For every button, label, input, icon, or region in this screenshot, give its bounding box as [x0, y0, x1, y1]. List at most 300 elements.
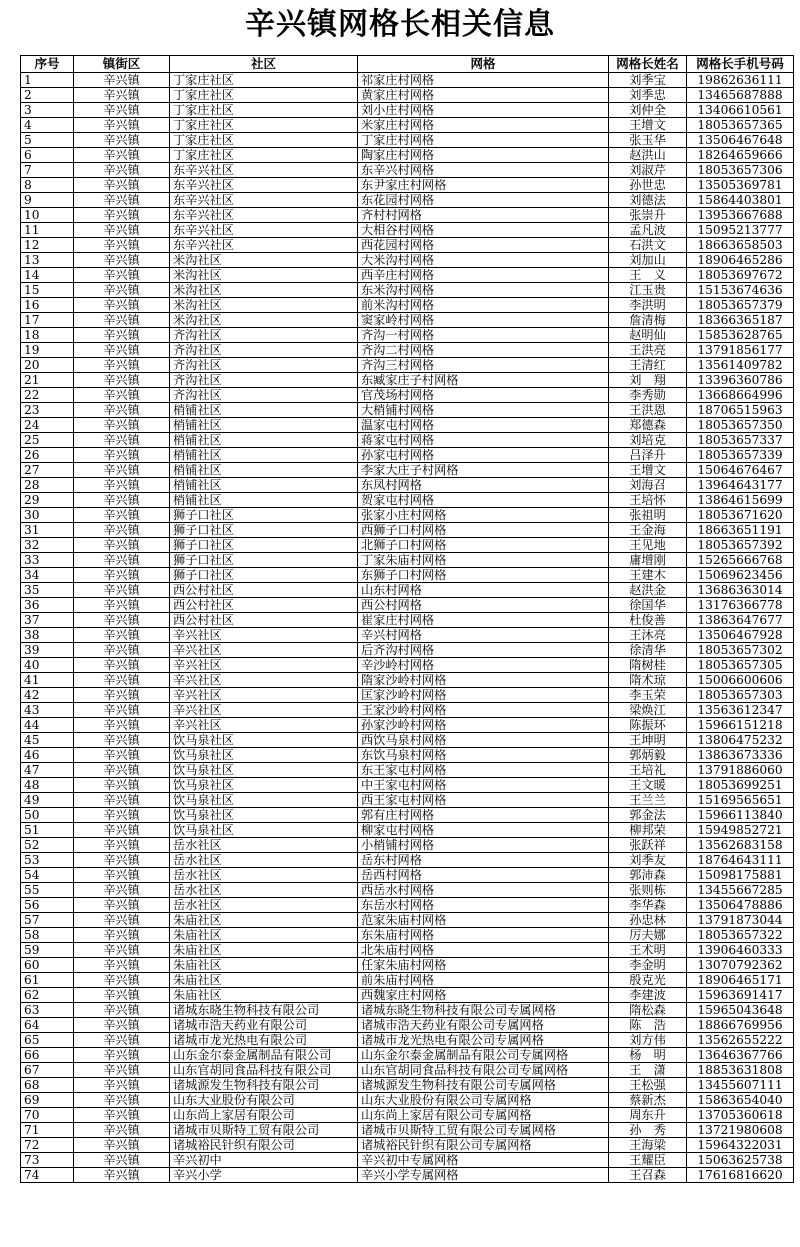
cell-town: 辛兴镇	[74, 628, 170, 643]
cell-index: 62	[21, 988, 74, 1003]
cell-community: 东辛兴社区	[170, 178, 358, 193]
cell-town: 辛兴镇	[74, 658, 170, 673]
cell-town: 辛兴镇	[74, 718, 170, 733]
cell-grid: 孙家屯村网格	[358, 448, 609, 463]
cell-index: 23	[21, 403, 74, 418]
cell-leader-name: 王洪亮	[609, 343, 687, 358]
cell-index: 17	[21, 313, 74, 328]
table-row	[21, 388, 794, 403]
cell-phone: 13705360618	[687, 1108, 794, 1123]
column-header-community: 社区	[170, 56, 358, 73]
cell-index: 4	[21, 118, 74, 133]
cell-index: 22	[21, 388, 74, 403]
cell-grid: 官茂场村网格	[358, 388, 609, 403]
column-header-phone: 网格长手机号码	[687, 56, 794, 73]
cell-phone: 13646367766	[687, 1048, 794, 1063]
cell-town: 辛兴镇	[74, 88, 170, 103]
table-row	[21, 763, 794, 778]
cell-community: 狮子口社区	[170, 553, 358, 568]
cell-town: 辛兴镇	[74, 538, 170, 553]
cell-index: 56	[21, 898, 74, 913]
cell-leader-name: 殷克光	[609, 973, 687, 988]
cell-town: 辛兴镇	[74, 703, 170, 718]
cell-grid: 任家朱庙村网格	[358, 958, 609, 973]
cell-leader-name: 王培怀	[609, 493, 687, 508]
cell-grid: 岳东村网格	[358, 853, 609, 868]
cell-leader-name: 王 义	[609, 268, 687, 283]
cell-phone: 15949852721	[687, 823, 794, 838]
cell-town: 辛兴镇	[74, 838, 170, 853]
cell-leader-name: 隋树桂	[609, 658, 687, 673]
cell-community: 辛兴社区	[170, 688, 358, 703]
cell-leader-name: 赵明仙	[609, 328, 687, 343]
cell-community: 狮子口社区	[170, 508, 358, 523]
cell-index: 47	[21, 763, 74, 778]
cell-leader-name: 孙忠林	[609, 913, 687, 928]
cell-phone: 13791873044	[687, 913, 794, 928]
cell-index: 65	[21, 1033, 74, 1048]
cell-index: 63	[21, 1003, 74, 1018]
cell-community: 梢铺社区	[170, 403, 358, 418]
cell-leader-name: 王术明	[609, 943, 687, 958]
cell-town: 辛兴镇	[74, 793, 170, 808]
cell-leader-name: 郑德森	[609, 418, 687, 433]
table-row	[21, 613, 794, 628]
cell-town: 辛兴镇	[74, 283, 170, 298]
cell-leader-name: 徐清华	[609, 643, 687, 658]
cell-index: 52	[21, 838, 74, 853]
cell-grid: 西饮马泉村网格	[358, 733, 609, 748]
cell-phone: 18053657306	[687, 163, 794, 178]
cell-index: 70	[21, 1108, 74, 1123]
cell-community: 东辛兴社区	[170, 163, 358, 178]
cell-town: 辛兴镇	[74, 1093, 170, 1108]
table-row	[21, 1168, 794, 1183]
table-row	[21, 493, 794, 508]
table-row	[21, 958, 794, 973]
cell-index: 49	[21, 793, 74, 808]
table-row	[21, 178, 794, 193]
cell-phone: 18264659666	[687, 148, 794, 163]
table-row	[21, 853, 794, 868]
cell-leader-name: 王文暖	[609, 778, 687, 793]
cell-index: 42	[21, 688, 74, 703]
cell-community: 狮子口社区	[170, 523, 358, 538]
cell-index: 25	[21, 433, 74, 448]
cell-index: 69	[21, 1093, 74, 1108]
table-row	[21, 448, 794, 463]
cell-grid: 温家屯村网格	[358, 418, 609, 433]
cell-town: 辛兴镇	[74, 1078, 170, 1093]
table-row	[21, 583, 794, 598]
table-row	[21, 628, 794, 643]
table-row	[21, 373, 794, 388]
cell-grid: 东饮马泉村网格	[358, 748, 609, 763]
cell-index: 67	[21, 1063, 74, 1078]
cell-phone: 15864403801	[687, 193, 794, 208]
table-row	[21, 328, 794, 343]
cell-community: 朱庙社区	[170, 913, 358, 928]
cell-grid: 北狮子口村网格	[358, 538, 609, 553]
cell-community: 辛兴社区	[170, 643, 358, 658]
column-header-town: 镇街区	[74, 56, 170, 73]
cell-town: 辛兴镇	[74, 1168, 170, 1183]
cell-community: 东辛兴社区	[170, 193, 358, 208]
cell-phone: 15006600606	[687, 673, 794, 688]
cell-grid: 北朱庙村网格	[358, 943, 609, 958]
table-row	[21, 658, 794, 673]
cell-leader-name: 刘方伟	[609, 1033, 687, 1048]
cell-community: 辛兴社区	[170, 673, 358, 688]
cell-community: 辛兴初中	[170, 1153, 358, 1168]
cell-phone: 13561409782	[687, 358, 794, 373]
cell-phone: 13964643177	[687, 478, 794, 493]
cell-town: 辛兴镇	[74, 958, 170, 973]
cell-index: 64	[21, 1018, 74, 1033]
cell-grid: 东朱庙村网格	[358, 928, 609, 943]
cell-leader-name: 刘季宝	[609, 73, 687, 88]
cell-index: 60	[21, 958, 74, 973]
table-row	[21, 193, 794, 208]
cell-grid: 诸城源发生物科技有限公司专属网格	[358, 1078, 609, 1093]
cell-phone: 13562683158	[687, 838, 794, 853]
table-row	[21, 568, 794, 583]
cell-leader-name: 周东升	[609, 1108, 687, 1123]
cell-town: 辛兴镇	[74, 943, 170, 958]
cell-town: 辛兴镇	[74, 433, 170, 448]
cell-index: 33	[21, 553, 74, 568]
cell-grid: 西公村网格	[358, 598, 609, 613]
cell-town: 辛兴镇	[74, 808, 170, 823]
cell-town: 辛兴镇	[74, 913, 170, 928]
cell-index: 37	[21, 613, 74, 628]
cell-community: 丁家庄社区	[170, 103, 358, 118]
cell-town: 辛兴镇	[74, 493, 170, 508]
cell-grid: 范家朱庙村网格	[358, 913, 609, 928]
cell-grid: 诸城东晓生物科技有限公司专属网格	[358, 1003, 609, 1018]
cell-grid: 王家沙岭村网格	[358, 703, 609, 718]
cell-phone: 15964322031	[687, 1138, 794, 1153]
cell-phone: 15863654040	[687, 1093, 794, 1108]
cell-town: 辛兴镇	[74, 868, 170, 883]
cell-town: 辛兴镇	[74, 613, 170, 628]
cell-index: 7	[21, 163, 74, 178]
cell-community: 梢铺社区	[170, 418, 358, 433]
cell-phone: 18053657305	[687, 658, 794, 673]
cell-index: 57	[21, 913, 74, 928]
cell-grid: 孙家沙岭村网格	[358, 718, 609, 733]
cell-phone: 18663651191	[687, 523, 794, 538]
cell-index: 68	[21, 1078, 74, 1093]
cell-leader-name: 王 潇	[609, 1063, 687, 1078]
cell-phone: 13863647677	[687, 613, 794, 628]
table-row	[21, 133, 794, 148]
cell-town: 辛兴镇	[74, 103, 170, 118]
cell-index: 14	[21, 268, 74, 283]
cell-phone: 18906465286	[687, 253, 794, 268]
table-row	[21, 223, 794, 238]
cell-index: 16	[21, 298, 74, 313]
cell-leader-name: 李洪明	[609, 298, 687, 313]
cell-index: 31	[21, 523, 74, 538]
cell-community: 辛兴社区	[170, 703, 358, 718]
table-row	[21, 208, 794, 223]
cell-phone: 18764643111	[687, 853, 794, 868]
cell-town: 辛兴镇	[74, 373, 170, 388]
cell-phone: 13176366778	[687, 598, 794, 613]
cell-community: 饮马泉社区	[170, 808, 358, 823]
table-row	[21, 238, 794, 253]
cell-grid: 齐沟二村网格	[358, 343, 609, 358]
cell-phone: 13455667285	[687, 883, 794, 898]
cell-town: 辛兴镇	[74, 733, 170, 748]
cell-index: 19	[21, 343, 74, 358]
cell-phone: 18053657322	[687, 928, 794, 943]
cell-index: 48	[21, 778, 74, 793]
cell-community: 西公村社区	[170, 598, 358, 613]
cell-index: 8	[21, 178, 74, 193]
cell-leader-name: 王松强	[609, 1078, 687, 1093]
cell-grid: 黄家庄村网格	[358, 88, 609, 103]
cell-phone: 18053657392	[687, 538, 794, 553]
cell-leader-name: 柳邦荣	[609, 823, 687, 838]
cell-town: 辛兴镇	[74, 118, 170, 133]
cell-phone: 13791886060	[687, 763, 794, 778]
cell-leader-name: 石洪文	[609, 238, 687, 253]
cell-grid: 西辛庄村网格	[358, 268, 609, 283]
cell-index: 36	[21, 598, 74, 613]
cell-leader-name: 李建波	[609, 988, 687, 1003]
grid-leader-table	[20, 55, 794, 1183]
cell-leader-name: 孙世忠	[609, 178, 687, 193]
cell-grid: 东臧家庄子村网格	[358, 373, 609, 388]
cell-grid: 蒋家屯村网格	[358, 433, 609, 448]
table-row	[21, 943, 794, 958]
cell-phone: 18053657350	[687, 418, 794, 433]
cell-phone: 15153674636	[687, 283, 794, 298]
table-row	[21, 793, 794, 808]
cell-leader-name: 隋松森	[609, 1003, 687, 1018]
cell-phone: 13506478886	[687, 898, 794, 913]
cell-leader-name: 王坤明	[609, 733, 687, 748]
table-row	[21, 253, 794, 268]
cell-town: 辛兴镇	[74, 163, 170, 178]
cell-grid: 辛兴村网格	[358, 628, 609, 643]
cell-index: 3	[21, 103, 74, 118]
cell-index: 59	[21, 943, 74, 958]
cell-town: 辛兴镇	[74, 1063, 170, 1078]
cell-town: 辛兴镇	[74, 988, 170, 1003]
cell-community: 岳水社区	[170, 838, 358, 853]
cell-grid: 东米沟村网格	[358, 283, 609, 298]
cell-phone: 15853628765	[687, 328, 794, 343]
cell-index: 9	[21, 193, 74, 208]
cell-community: 诸城市贝斯特工贸有限公司	[170, 1123, 358, 1138]
cell-town: 辛兴镇	[74, 568, 170, 583]
cell-grid: 刘小庄村网格	[358, 103, 609, 118]
table-row	[21, 898, 794, 913]
cell-grid: 辛沙岭村网格	[358, 658, 609, 673]
cell-community: 诸城源发生物科技有限公司	[170, 1078, 358, 1093]
cell-town: 辛兴镇	[74, 358, 170, 373]
table-row	[21, 823, 794, 838]
cell-community: 饮马泉社区	[170, 748, 358, 763]
cell-town: 辛兴镇	[74, 298, 170, 313]
cell-town: 辛兴镇	[74, 208, 170, 223]
cell-index: 44	[21, 718, 74, 733]
cell-grid: 诸城裕民针织有限公司专属网格	[358, 1138, 609, 1153]
cell-phone: 15966151218	[687, 718, 794, 733]
cell-grid: 东狮子口村网格	[358, 568, 609, 583]
cell-phone: 15063625738	[687, 1153, 794, 1168]
table-row	[21, 148, 794, 163]
cell-town: 辛兴镇	[74, 1003, 170, 1018]
cell-community: 东辛兴社区	[170, 208, 358, 223]
cell-community: 齐沟社区	[170, 343, 358, 358]
table-row	[21, 1138, 794, 1153]
cell-index: 72	[21, 1138, 74, 1153]
table-row	[21, 1108, 794, 1123]
table-row	[21, 508, 794, 523]
cell-community: 辛兴小学	[170, 1168, 358, 1183]
cell-index: 43	[21, 703, 74, 718]
cell-index: 15	[21, 283, 74, 298]
cell-grid: 柳家屯村网格	[358, 823, 609, 838]
cell-leader-name: 吕泽升	[609, 448, 687, 463]
cell-phone: 18706515963	[687, 403, 794, 418]
cell-town: 辛兴镇	[74, 883, 170, 898]
table-row	[21, 313, 794, 328]
cell-leader-name: 郭金法	[609, 808, 687, 823]
cell-town: 辛兴镇	[74, 148, 170, 163]
cell-index: 6	[21, 148, 74, 163]
cell-grid: 山东大业股份有限公司专属网格	[358, 1093, 609, 1108]
cell-index: 30	[21, 508, 74, 523]
table-row	[21, 103, 794, 118]
cell-leader-name: 郭沛森	[609, 868, 687, 883]
cell-grid: 李家大庄子村网格	[358, 463, 609, 478]
cell-community: 丁家庄社区	[170, 118, 358, 133]
cell-phone: 15064676467	[687, 463, 794, 478]
cell-index: 24	[21, 418, 74, 433]
cell-town: 辛兴镇	[74, 73, 170, 88]
cell-community: 朱庙社区	[170, 988, 358, 1003]
cell-phone: 13562655222	[687, 1033, 794, 1048]
cell-community: 诸城市龙光热电有限公司	[170, 1033, 358, 1048]
table-row	[21, 838, 794, 853]
cell-community: 辛兴社区	[170, 718, 358, 733]
cell-grid: 祁家庄村网格	[358, 73, 609, 88]
cell-grid: 山东官胡同食品科技有限公司专属网格	[358, 1063, 609, 1078]
cell-community: 朱庙社区	[170, 973, 358, 988]
cell-community: 梢铺社区	[170, 463, 358, 478]
cell-index: 32	[21, 538, 74, 553]
cell-leader-name: 徐国华	[609, 598, 687, 613]
cell-phone: 18366365187	[687, 313, 794, 328]
cell-grid: 东凤村网格	[358, 478, 609, 493]
cell-grid: 诸城市浩天药业有限公司专属网格	[358, 1018, 609, 1033]
cell-town: 辛兴镇	[74, 223, 170, 238]
table-row	[21, 88, 794, 103]
cell-grid: 陶家庄村网格	[358, 148, 609, 163]
cell-leader-name: 郭炳毅	[609, 748, 687, 763]
cell-leader-name: 李玉荣	[609, 688, 687, 703]
cell-town: 辛兴镇	[74, 343, 170, 358]
cell-grid: 张家小庄村网格	[358, 508, 609, 523]
cell-leader-name: 孟凡波	[609, 223, 687, 238]
cell-community: 齐沟社区	[170, 358, 358, 373]
cell-leader-name: 王见地	[609, 538, 687, 553]
cell-index: 18	[21, 328, 74, 343]
cell-leader-name: 王清红	[609, 358, 687, 373]
cell-community: 岳水社区	[170, 853, 358, 868]
cell-town: 辛兴镇	[74, 403, 170, 418]
cell-leader-name: 王召森	[609, 1168, 687, 1183]
cell-phone: 18053657303	[687, 688, 794, 703]
cell-leader-name: 刘德法	[609, 193, 687, 208]
cell-phone: 18853631808	[687, 1063, 794, 1078]
cell-index: 54	[21, 868, 74, 883]
cell-phone: 18053671620	[687, 508, 794, 523]
cell-index: 50	[21, 808, 74, 823]
table-row	[21, 268, 794, 283]
cell-town: 辛兴镇	[74, 478, 170, 493]
cell-town: 辛兴镇	[74, 688, 170, 703]
cell-grid: 小梢铺村网格	[358, 838, 609, 853]
cell-phone: 18053657365	[687, 118, 794, 133]
cell-grid: 大米沟村网格	[358, 253, 609, 268]
cell-grid: 崔家庄村网格	[358, 613, 609, 628]
cell-grid: 齐村村网格	[358, 208, 609, 223]
cell-community: 饮马泉社区	[170, 763, 358, 778]
table-row	[21, 1033, 794, 1048]
cell-leader-name: 詹清梅	[609, 313, 687, 328]
cell-phone: 13791856177	[687, 343, 794, 358]
table-row	[21, 703, 794, 718]
cell-leader-name: 刘培克	[609, 433, 687, 448]
cell-grid: 山东金尔泰金属制品有限公司专属网格	[358, 1048, 609, 1063]
cell-community: 饮马泉社区	[170, 733, 358, 748]
table-row	[21, 1018, 794, 1033]
cell-community: 诸城裕民针织有限公司	[170, 1138, 358, 1153]
cell-phone: 13863673336	[687, 748, 794, 763]
table-body	[21, 73, 794, 1183]
cell-grid: 窦家岭村网格	[358, 313, 609, 328]
cell-town: 辛兴镇	[74, 898, 170, 913]
cell-index: 1	[21, 73, 74, 88]
cell-leader-name: 王沐亮	[609, 628, 687, 643]
cell-grid: 诸城市龙光热电有限公司专属网格	[358, 1033, 609, 1048]
cell-town: 辛兴镇	[74, 1153, 170, 1168]
table-row	[21, 988, 794, 1003]
cell-index: 55	[21, 883, 74, 898]
cell-community: 山东尚上家居有限公司	[170, 1108, 358, 1123]
cell-town: 辛兴镇	[74, 1018, 170, 1033]
cell-leader-name: 王洪恩	[609, 403, 687, 418]
cell-grid: 前米沟村网格	[358, 298, 609, 313]
cell-community: 山东金尔泰金属制品有限公司	[170, 1048, 358, 1063]
cell-leader-name: 张祖明	[609, 508, 687, 523]
cell-town: 辛兴镇	[74, 1048, 170, 1063]
cell-town: 辛兴镇	[74, 598, 170, 613]
cell-community: 岳水社区	[170, 898, 358, 913]
cell-town: 辛兴镇	[74, 328, 170, 343]
cell-index: 40	[21, 658, 74, 673]
table-row	[21, 358, 794, 373]
cell-leader-name: 赵洪金	[609, 583, 687, 598]
cell-phone: 15963691417	[687, 988, 794, 1003]
cell-index: 27	[21, 463, 74, 478]
